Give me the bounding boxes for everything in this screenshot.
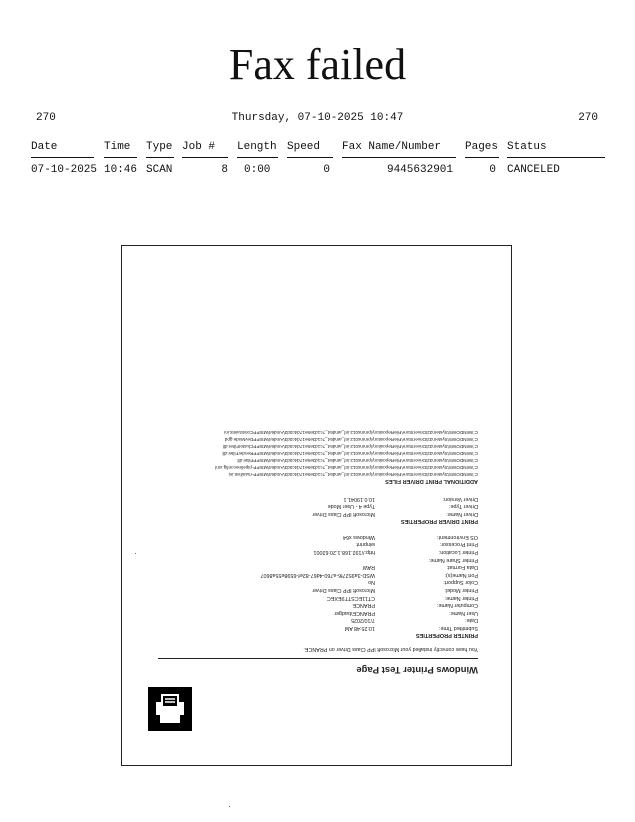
- column-header-length: Length: [237, 141, 277, 153]
- printer-property-label: Color Support:: [443, 579, 478, 586]
- header-underline: [182, 157, 228, 158]
- driver-file-line: C:\WINDOWS\System32\DriverStore\FileRepository\prnms012.inf_amd64_7c1d3e5e17d4c0d3\Amd64\MSIPPConstraints.ini: [224, 430, 478, 435]
- printer-property-label: Data Format:: [446, 564, 478, 571]
- driver-property-label: Driver Name:: [446, 511, 478, 517]
- cell-job: 8: [221, 164, 228, 176]
- driver-properties-title: PRINT DRIVER PROPERTIES: [400, 518, 478, 524]
- printer-property-value: Windows x64: [342, 533, 375, 540]
- column-header-status: Status: [507, 141, 547, 153]
- printer-property-value: http://192.168.1.20:62001: [313, 549, 375, 555]
- printer-property-label: Printer Model:: [444, 587, 478, 593]
- driver-file-line: C:\WINDOWS\System32\DriverStore\FileRepository\prnms012.inf_amd64_7c1d3e5e17d4c0d3\Amd64\MSIPPFilter.dll: [237, 458, 478, 463]
- printer-property-label: Print Processor:: [439, 541, 478, 548]
- printer-property-value: No: [368, 579, 375, 586]
- printer-property-value: 7/10/2025: [351, 617, 375, 624]
- cell-length: 0:00: [244, 164, 271, 176]
- header-right-code: 270: [578, 112, 598, 124]
- driver-property-label: Driver Type:: [449, 503, 478, 510]
- printer-property-value: 10:25:48 AM: [344, 625, 375, 631]
- driver-file-line: C:\WINDOWS\System32\DriverStore\FileRepository\prnms012.inf_amd64_7c1d3e5e17d4c0d3\Amd64\MSIPPClusterFilter.dll: [222, 444, 478, 449]
- driver-property-value: Microsoft IPP Class Driver: [312, 511, 375, 517]
- printer-property-value: PRANCE: [352, 602, 375, 609]
- test-page-intro: You have correctly installed your Microsoft IPP Class Driver on PRANCE.: [303, 646, 478, 652]
- printer-property-label: Printer Location:: [438, 549, 478, 555]
- header-underline: [237, 157, 278, 158]
- header-underline: [146, 157, 174, 158]
- cell-type: SCAN: [146, 164, 173, 176]
- printer-property-value: CT11ECSTT9EXEC: [326, 594, 375, 601]
- scanned-page-image: [121, 245, 512, 766]
- printer-property-label: Date:: [465, 617, 478, 624]
- printer-property-label: Port Name(s):: [444, 571, 478, 578]
- fax-status-title: Fax failed: [228, 40, 407, 89]
- column-header-type: Type: [146, 141, 173, 153]
- driver-property-value: Type 4 - User Mode: [327, 503, 375, 510]
- cell-date: 07-10-2025: [31, 164, 98, 176]
- header-underline: [104, 157, 137, 158]
- printer-property-label: User Name:: [449, 609, 478, 616]
- column-header-speed: Speed: [287, 141, 321, 153]
- driver-property-value: 10.0.19041.1: [343, 495, 375, 502]
- column-header-time: Time: [104, 141, 131, 153]
- test-page-rule: [158, 658, 478, 659]
- cell-fax-number: 9445632901: [386, 164, 453, 176]
- printer-property-value: PRANCE\badger: [334, 609, 375, 616]
- printer-property-label: Printer Name:: [444, 594, 478, 601]
- printer-property-value: RAW: [362, 564, 375, 571]
- header-datetime: Thursday, 07-10-2025 10:47: [231, 112, 404, 124]
- column-header-date: Date: [31, 141, 58, 153]
- printer-property-label: Printer Share Name:: [428, 556, 478, 563]
- column-header-fax-number: Fax Name/Number: [342, 141, 442, 153]
- cell-status: CANCELED: [507, 164, 560, 176]
- printer-property-label: Computer Name:: [436, 602, 478, 609]
- test-page-heading: Windows Printer Test Page: [356, 664, 478, 675]
- header-underline: [465, 157, 499, 158]
- cell-speed: 0: [323, 164, 330, 176]
- driver-file-line: C:\WINDOWS\System32\DriverStore\FileRepository\prnms012.inf_amd64_7c1d3e5e17d4c0d3\Amd64\MSIPP-manifest.ini: [228, 472, 478, 477]
- scan-speck: [135, 553, 136, 554]
- header-underline: [287, 157, 333, 158]
- driver-files-title: ADDITIONAL PRINT DRIVER FILES: [385, 478, 478, 484]
- column-header-pages: Pages: [465, 141, 499, 153]
- driver-property-label: Driver Version:: [442, 495, 478, 502]
- scan-speck: [229, 806, 230, 807]
- header-underline: [507, 157, 605, 158]
- printer-icon: [148, 687, 192, 731]
- driver-file-line: C:\WINDOWS\System32\DriverStore\FileRepository\prnms012.inf_amd64_7c1d3e5e17d4c0d3\Amd64\MSIPPDevMode.gpd: [224, 437, 478, 442]
- header-left-code: 270: [36, 112, 56, 124]
- printer-property-label: Submitted Time:: [439, 625, 478, 631]
- cell-time: 10:46: [104, 164, 138, 176]
- printer-property-value: WSD-3a9527f6-a760-4d67-82ef-6598e55a8607: [260, 571, 375, 578]
- header-underline: [31, 157, 94, 158]
- driver-file-line: C:\WINDOWS\System32\DriverStore\FileRepository\prnms012.inf_amd64_7c1d3e5e17d4c0d3\Amd64\MSIPPRenderFilter.dll: [222, 451, 478, 456]
- header-underline: [342, 157, 456, 158]
- printer-property-value: winprint: [356, 541, 375, 548]
- column-header-job: Job #: [182, 141, 216, 153]
- scanned-page-content: [122, 246, 511, 765]
- printer-property-value: Microsoft IPP Class Driver: [312, 587, 375, 593]
- driver-file-line: C:\WINDOWS\System32\DriverStore\FileRepository\prnms012.inf_amd64_7c1d3e5e17d4c0d3\Amd64\MSIPP-pipelineconfig.xml: [215, 465, 478, 470]
- printer-properties-title: PRINTER PROPERTIES: [415, 632, 478, 638]
- printer-property-label: OS Environment:: [436, 533, 478, 540]
- cell-pages: 0: [489, 164, 496, 176]
